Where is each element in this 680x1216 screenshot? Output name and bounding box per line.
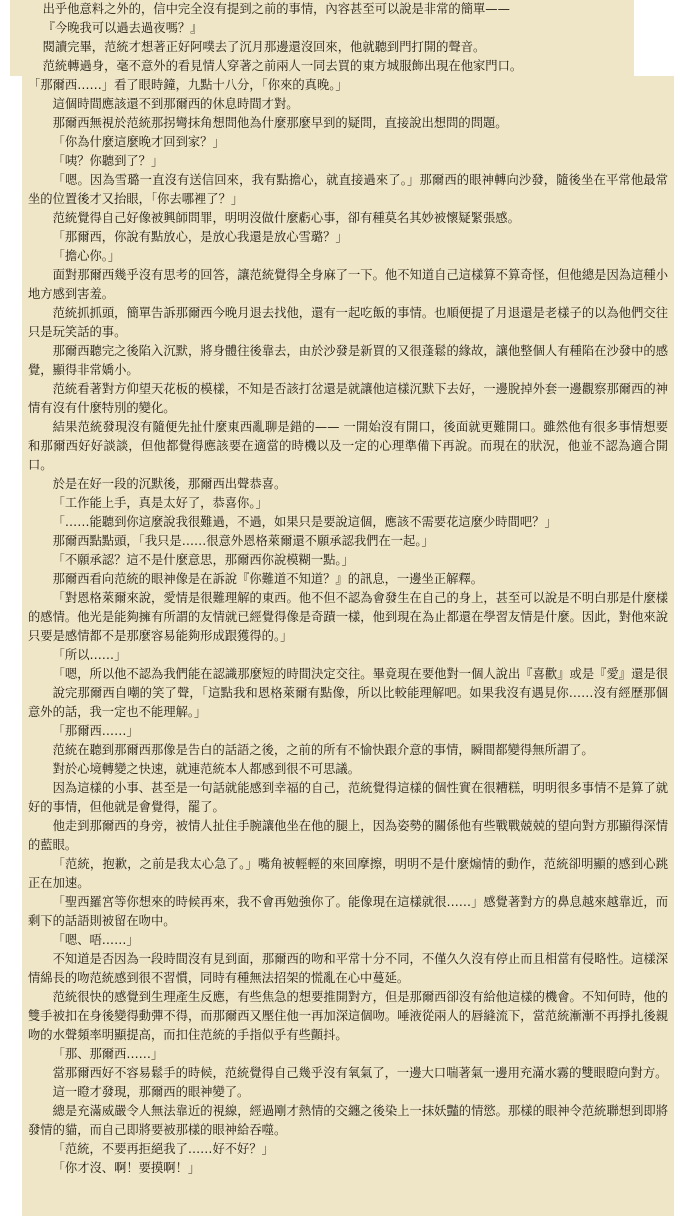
paragraph: 「……能聽到你這麼說我很難過，不過，如果只是要說這個，應該不需要花這麼少時間吧？」: [52, 515, 557, 529]
paragraph: 他走到那爾西的身旁，被情人扯住手腕讓他坐在他的腿上，因為姿勢的關係他有些戰戰兢兢的望向對方那顯得深情的藍眼。: [28, 819, 668, 852]
paragraph: 那爾西看向范統的眼神像是在訴說『你難道不知道？』的訊息，一邊坐正解釋。: [52, 572, 483, 586]
paragraph: 「嗯。因為雪璐一直沒有送信回來，我有點擔心，就直接過來了。」那爾西的眼神轉向沙發，隨後坐在平常他最常坐的位置後才又抬眼，「你去哪裡了？」: [28, 173, 668, 206]
paragraph: 面對那爾西幾乎沒有思考的回答，讓范統覺得全身麻了一下。他不知道自己這樣算不算奇怪，但他總是因為這種小地方感到害羞。: [28, 268, 668, 301]
paragraph: 范統看著對方仰望天花板的模樣，不知是否該打岔還是就讓他這樣沉默下去好，一邊脫掉外套一邊觀察那爾西的神情有沒有什麼特別的變化。: [28, 382, 668, 415]
text-segment-b: [22, 76, 674, 684]
paragraph: 因為這樣的小事、甚至是一句話就能感到幸福的自己，范統覺得這樣的個性實在很糟糕，明明很多事情不是算了就好的事情，但他就是會覺得，罷了。: [28, 781, 668, 814]
paragraph: 「擔心你。」: [52, 249, 121, 263]
paragraph: 「不願承認？這不是什麼意思，那爾西你說模糊一點。」: [52, 553, 354, 567]
paragraph: 「聖西羅宮等你想來的時候再來，我不會再勉強你了。能像現在這樣就很……」感覺著對方的鼻息越來越靠近，而剩下的話語則被留在吻中。: [28, 895, 668, 928]
paragraph: 「嗯，所以他不認為我們能在認識那麼短的時間決定交往。畢竟現在要他對一個人說出『喜歡』或是『愛』還是很: [52, 667, 668, 681]
paragraph: 這一瞪才發現，那爾西的眼神變了。: [52, 1085, 250, 1099]
paragraph: 說完那爾西自嘲的笑了聲，「這點我和恩格萊爾有點像，所以比較能理解吧。如果我沒有遇見你……沒有經歷那個意外的話，我一定也不能理解。」: [28, 686, 668, 719]
paragraph: 對於心境轉變之快速，就連范統本人都感到很不可思議。: [52, 762, 361, 776]
paragraph: 那爾西點點頭，「我只是……很意外恩格萊爾還不願承認我們在一起。」: [52, 534, 434, 548]
text-segment-c: [22, 684, 674, 1216]
paragraph: 那爾西無視於范統那拐彎抹角想問他為什麼那麼早到的疑問，直接說出想問的問題。: [52, 116, 508, 130]
paragraph: 「那爾西……」看了眼時鐘，九點十八分，「你來的真晚。」: [28, 78, 348, 92]
paragraph: 這個時間應該還不到那爾西的休息時間才對。: [52, 97, 299, 111]
paragraph: 那爾西聽完之後陷入沉默，將身體往後靠去，由於沙發是新買的又很蓬鬆的緣故，讓他整個人有種陷在沙發中的感覺，顯得非常嬌小。: [28, 344, 668, 377]
paragraph: 范統覺得自己好像被興師問罪，明明沒做什麼虧心事，卻有種莫名其妙被懷疑緊張感。: [52, 211, 520, 225]
paragraph: 范統轉過身，毫不意外的看見情人穿著之前兩人一同去買的東方城服飾出現在他家門口。: [42, 59, 523, 73]
paragraph: 「范統，抱歉，之前是我太心急了。」嘴角被輕輕的來回摩擦，明明不是什麼煽情的動作，范統卻明顯的感到心跳正在加速。: [28, 857, 668, 890]
paragraph: 范統在聽到那爾西那像是告白的話語之後，之前的所有不愉快跟介意的事情，瞬間都變得無所謂了。: [52, 743, 594, 757]
paragraph: 不知道是否因為一段時間沒有見到面，那爾西的吻和平常十分不同，不僅久久沒有停止而且相當有侵略性。這樣深情綿長的吻范統感到很不習慣，同時有種無法招架的慌亂在心中蔓延。: [28, 952, 668, 985]
paragraph: 總是充滿威嚴令人無法靠近的視線，經過剛才熱情的交纏之後染上一抹妖豔的情慾。那樣的眼神令范統聯想到即將發情的貓，而自己即將要被那樣的眼神給吞噬。: [28, 1104, 668, 1137]
paragraph: 「范統，不要再拒絕我了……好不好？」: [52, 1142, 274, 1156]
paragraph: 「咦？你聽到了？」: [52, 154, 164, 168]
paragraph: 於是在好一段的沉默後，那爾西出聲恭喜。: [52, 477, 287, 491]
paragraph: 「你才沒、啊！要摸啊！」: [52, 1161, 201, 1175]
paragraph: 「對恩格萊爾來說，愛情是很難理解的東西。他不但不認為會發生在自己的身上，甚至可以說是不明白那是什麼樣的感情。他光是能夠擁有所謂的友情就已經覺得像是奇蹟一樣，他到現在為止都還在學習友情是什麼。因此，對他來說只要是感情都不是那麼容易能夠形成跟獲得的。」: [28, 591, 668, 643]
paragraph: 范統很快的感覺到生理產生反應，有些焦急的想要推開對方，但是那爾西卻沒有給他這樣的機會。不知何時，他的雙手被扣在身後變得動彈不得，而那爾西又壓住他一再加深這個吻。唾液從兩人的唇縫流下，當范統漸漸不再掙扎後親吻的水聲頻率明顯提高，而扣住范統的手指似乎有些顫抖。: [28, 990, 668, 1042]
paragraph: 結果范統發現沒有隨便先扯什麼東西亂聊是錯的—— 一開始沒有開口，後面就更難開口。雖然他有很多事情想要和那爾西好好談談，但他都覺得應該要在適當的時機以及一定的心理準備下再說。而現在的狀況，他並不認為適合開口。: [28, 420, 668, 472]
paragraph: 「所以……」: [52, 648, 127, 662]
paragraph: 『今晚我可以過去過夜嗎？』: [42, 21, 203, 35]
paragraph: 「那爾西，你說有點放心，是放心我還是放心雪璐？」: [52, 230, 348, 244]
paragraph: 范統抓抓頭，簡單告訴那爾西今晚月退去找他，還有一起吃飯的事情。也順便提了月退還是老樣子的以為他們交往只是玩笑話的事。: [28, 306, 668, 339]
paragraph: 閱讀完畢，范統才想著正好阿噗去了沉月那邊還沒回來，他就聽到門打開的聲音。: [42, 40, 486, 54]
paragraph: 「嗯、唔……」: [52, 933, 139, 947]
text-segment-a: [10, 0, 634, 76]
paragraph: 「你為什麼這麼晚才回到家？」: [52, 135, 225, 149]
paragraph: 「工作能上手，真是太好了，恭喜你。」: [52, 496, 268, 510]
paragraph: 「那爾西……」: [52, 724, 139, 738]
paragraph: 當那爾西好不容易鬆手的時候，范統覺得自己幾乎沒有氧氣了，一邊大口喘著氣一邊用充滿水霧的雙眼瞪向對方。: [52, 1066, 668, 1080]
paragraph: 出乎他意料之外的，信中完全沒有提到之前的事情，內容甚至可以說是非常的簡單——: [42, 2, 510, 16]
paragraph: 「那、那爾西……」: [52, 1047, 164, 1061]
